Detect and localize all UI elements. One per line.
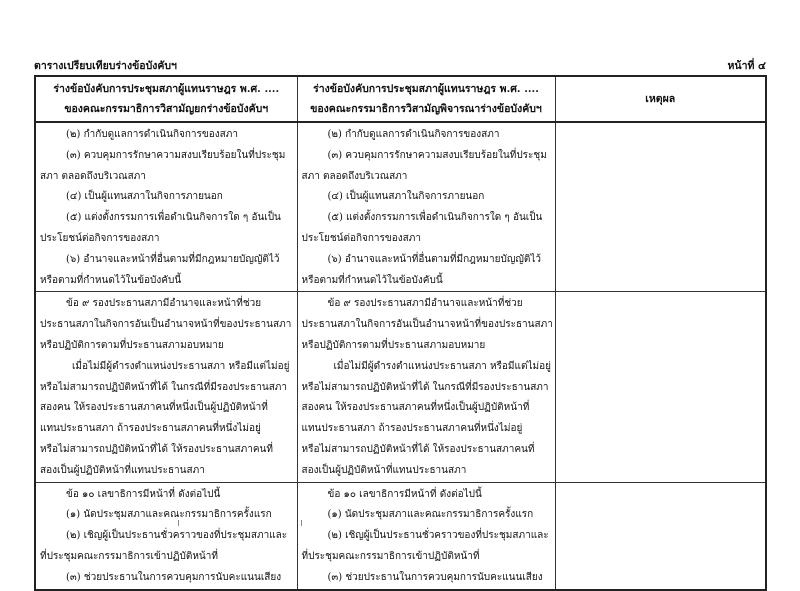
text-line: (๒) กำกับดูแลการดำเนินกิจการของสภา (327, 129, 500, 140)
text-line: (๓) ควบคุมการรักษาความสงบเรียบร้อยในที่ประชุม (66, 149, 286, 161)
text-line: หรือไม่สามารถปฏิบัติหน้าที่ได้ ในกรณีที่มีรองประธานสภา (301, 381, 549, 393)
text-line: ข้อ ๑๐ เลขาธิการมีหน้าที่ ดังต่อไปนี้ (327, 488, 482, 500)
text-line: (๕) แต่งตั้งกรรมการเพื่อดำเนินกิจการใด ๆ อันเป็น (66, 212, 281, 224)
text-line: แทนประธานสภา ถ้ารองประธานสภาคนที่หนึ่งไม่อยู่ (40, 423, 261, 435)
text-line: ข้อ ๙ รองประธานสภามีอำนาจและหน้าที่ช่วย (66, 298, 262, 310)
table-cell-reason (555, 122, 766, 292)
scan-margin-marks (0, 520, 800, 540)
text-line: สภา ตลอดถึงบริเวณสภา (301, 170, 408, 182)
table-cell-draft (35, 292, 297, 482)
text-line: (๑) นัดประชุมสภาและคณะกรรมาธิการครั้งแรก (66, 509, 272, 521)
text-line: (๔) เป็นผู้แทนสภาในกิจการภายนอก (327, 191, 485, 203)
text-line: สองเป็นผู้ปฏิบัติหน้าที่แทนประธานสภา (40, 464, 205, 476)
text-line: (๖) อำนาจและหน้าที่อื่นตามที่มีกฎหมายบัญญัติไว้ (66, 253, 280, 265)
column-header-review (297, 76, 555, 122)
table-cell-reason (555, 292, 766, 482)
text-line: (๕) แต่งตั้งกรรมการเพื่อดำเนินกิจการใด ๆ อันเป็น (327, 212, 543, 224)
table-cell-review (297, 292, 555, 482)
column-header-draft (35, 76, 297, 122)
text-line: หรือตามที่กำหนดไว้ในข้อบังคับนี้ (40, 274, 182, 286)
text-line: (๔) เป็นผู้แทนสภาในกิจการภายนอก (66, 191, 223, 203)
table-cell-draft (35, 122, 297, 292)
text-line: (๒) กำกับดูแลการดำเนินกิจการของสภา (66, 129, 238, 140)
text-line: ข้อ ๙ รองประธานสภามีอำนาจและหน้าที่ช่วย (327, 298, 523, 310)
text-line: หรือไม่สามารถปฏิบัติหน้าที่ได้ ให้รองประธานสภาคนที่ (301, 443, 535, 455)
table-header-row (35, 76, 766, 122)
text-line: ที่ประชุมคณะกรรมาธิการเข้าปฏิบัติหน้าที่ (301, 550, 480, 562)
text-line: หรือปฏิบัติการตามที่ประธานสภามอบหมาย (301, 339, 486, 351)
column-header-reason: เหตุผล (555, 76, 766, 122)
text-line: (๖) อำนาจและหน้าที่อื่นตามที่มีกฎหมายบัญญัติไว้ (327, 253, 542, 265)
comparison-table (34, 75, 767, 591)
page-header (34, 57, 766, 73)
table-row (35, 292, 766, 482)
table-cell-review (297, 122, 555, 292)
text-line: (๓) ช่วยประธานในการควบคุมการนับคะแนนเสียง (66, 571, 282, 583)
document-title: ตารางเปรียบเทียบร่างข้อบังคับฯ (34, 60, 177, 72)
text-line: หรือไม่สามารถปฏิบัติหน้าที่ได้ ในกรณีที่มีรองประธานสภา (40, 381, 288, 393)
text-line: (๑) นัดประชุมสภาและคณะกรรมาธิการครั้งแรก (327, 509, 534, 521)
column-header-review-line1: ร่างข้อบังคับการประชุมสภาผู้แทนราษฎร พ.ศ. .... (313, 83, 539, 95)
scan-mark (178, 520, 179, 526)
text-line: สองเป็นผู้ปฏิบัติหน้าที่แทนประธานสภา (301, 464, 467, 476)
text-line: สองคน ให้รองประธานสภาคนที่หนึ่งเป็นผู้ปฏิบัติหน้าที่ (40, 402, 268, 414)
text-line: ประธานสภาในกิจการอันเป็นอำนาจหน้าที่ของประธานสภา (301, 319, 553, 331)
text-line: ข้อ ๑๐ เลขาธิการมีหน้าที่ ดังต่อไปนี้ (66, 488, 221, 500)
scan-mark (301, 520, 302, 526)
column-header-draft-line1: ร่างข้อบังคับการประชุมสภาผู้แทนราษฎร พ.ศ. .... (53, 83, 280, 95)
text-line: ประโยชน์ต่อกิจการของสภา (40, 232, 160, 244)
text-line: ที่ประชุมคณะกรรมาธิการเข้าปฏิบัติหน้าที่ (40, 550, 218, 562)
page-number: หน้าที่ ๔ (727, 60, 766, 72)
text-line: ประธานสภาในกิจการอันเป็นอำนาจหน้าที่ของประธานสภา (40, 319, 292, 331)
text-line: (๒) เชิญผู้เป็นประธานชั่วคราวของที่ประชุมสภาและ (327, 530, 549, 542)
text-line: (๒) เชิญผู้เป็นประธานชั่วคราวของที่ประชุมสภาและ (66, 530, 288, 542)
text-line: สภา ตลอดถึงบริเวณสภา (40, 170, 146, 182)
text-line: สองคน ให้รองประธานสภาคนที่หนึ่งเป็นผู้ปฏิบัติหน้าที่ (301, 402, 530, 414)
text-line: ประโยชน์ต่อกิจการของสภา (301, 232, 421, 244)
text-line: แทนประธานสภา ถ้ารองประธานสภาคนที่หนึ่งไม่อยู่ (301, 423, 523, 435)
text-line: เมื่อไม่มีผู้ดำรงตำแหน่งประธานสภา หรือมีแต่ไม่อยู่ (72, 360, 290, 372)
text-line: หรือปฏิบัติการตามที่ประธานสภามอบหมาย (40, 339, 224, 351)
text-line: (๓) ช่วยประธานในการควบคุมการนับคะแนนเสียง (327, 571, 543, 583)
table-row (35, 122, 766, 292)
text-line: (๓) ควบคุมการรักษาความสงบเรียบร้อยในที่ประชุม (327, 149, 547, 161)
text-line: หรือไม่สามารถปฏิบัติหน้าที่ได้ ให้รองประธานสภาคนที่ (40, 443, 273, 455)
column-header-draft-line2: ของคณะกรรมาธิการวิสามัญยกร่างข้อบังคับฯ (64, 103, 269, 115)
column-header-review-line2: ของคณะกรรมาธิการวิสามัญพิจารณาร่างข้อบังคับฯ (310, 103, 542, 115)
text-line: หรือตามที่กำหนดไว้ในข้อบังคับนี้ (301, 274, 443, 286)
text-line: เมื่อไม่มีผู้ดำรงตำแหน่งประธานสภา หรือมีแต่ไม่อยู่ (333, 360, 551, 372)
